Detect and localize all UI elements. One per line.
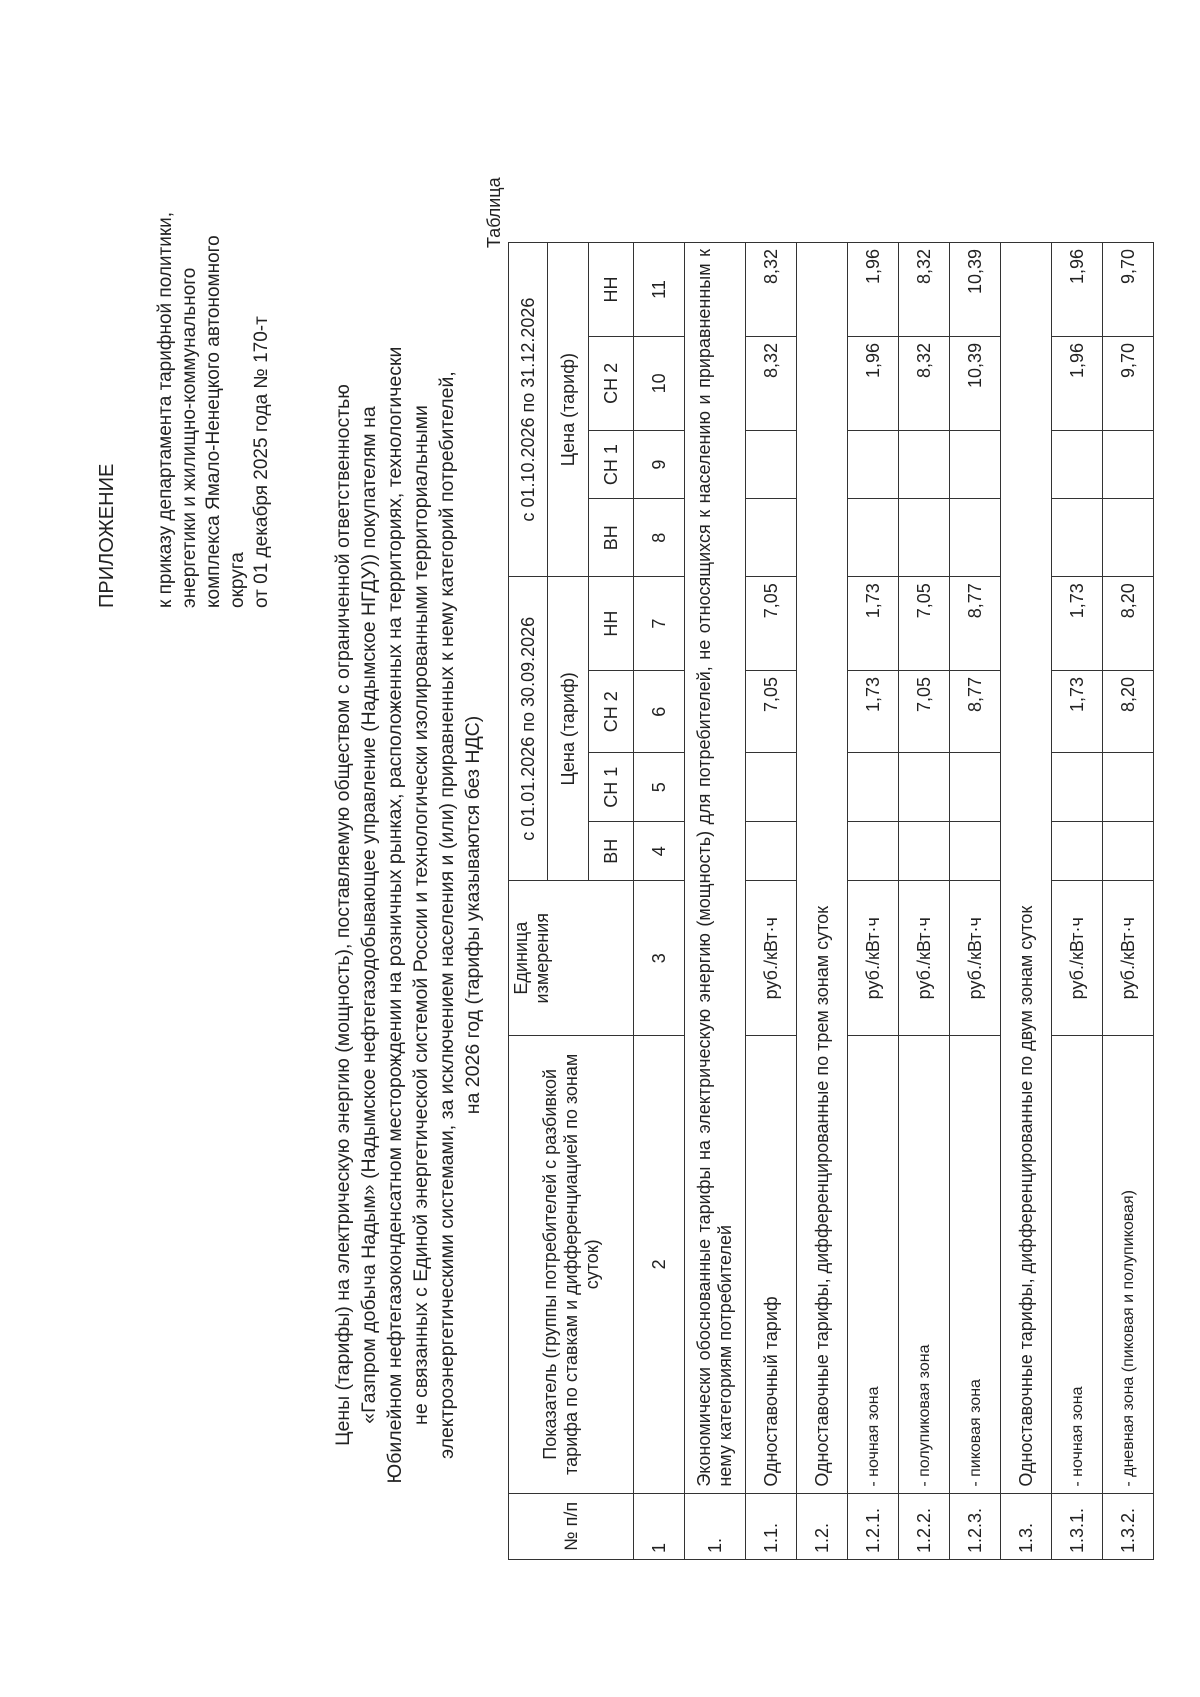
header-level: НН (589, 243, 634, 337)
table-row (848, 243, 899, 1560)
row-value (899, 430, 950, 499)
row-value (848, 753, 899, 822)
row-value: 1,73 (1052, 577, 1103, 671)
row-value: 8,77 (950, 670, 1001, 752)
appendix-line: комплекса Ямало-Ненецкого автономного (203, 235, 224, 608)
row-value (1052, 753, 1103, 822)
row-name: - ночная зона (1052, 1035, 1103, 1493)
header-level: СН 2 (589, 670, 634, 752)
column-number: 8 (634, 499, 685, 577)
header-level: НН (589, 577, 634, 671)
document-page (40, 28, 1160, 1668)
table-row (950, 243, 1001, 1560)
row-value: 1,96 (1052, 336, 1103, 430)
row-num: 1.3.1. (1052, 1493, 1103, 1559)
row-value: 10,39 (950, 243, 1001, 337)
row-num: 1.2.1. (848, 1493, 899, 1559)
header-level: СН 1 (589, 753, 634, 822)
row-value (899, 753, 950, 822)
title-line: на 2026 год (тарифы указываются без НДС) (462, 715, 484, 1115)
row-num: 1.2.2. (899, 1493, 950, 1559)
header-price-1: Цена (тариф) (548, 577, 589, 881)
row-value: 8,20 (1103, 670, 1154, 752)
row-value: 7,05 (899, 577, 950, 671)
row-value (950, 822, 1001, 881)
row-value (1052, 430, 1103, 499)
section-text: Экономически обоснованные тарифы на электрическую энергию (мощность) для потребителей, не относящихся к населению и приравненным к нему категориям потребителей (685, 243, 746, 1494)
row-unit: руб./кВт·ч (746, 881, 797, 1035)
row-num: 1.2.3. (950, 1493, 1001, 1559)
column-number: 4 (634, 822, 685, 881)
tariff-table (508, 242, 1154, 1560)
row-value: 8,32 (746, 243, 797, 337)
row-unit: руб./кВт·ч (950, 881, 1001, 1035)
row-value: 1,96 (1052, 243, 1103, 337)
row-value: 9,70 (1103, 243, 1154, 337)
section-row (797, 243, 848, 1560)
row-value: 9,70 (1103, 336, 1154, 430)
column-number: 1 (634, 1493, 685, 1559)
header-level: ВН (589, 499, 634, 577)
row-value: 7,05 (746, 670, 797, 752)
row-value (1103, 822, 1154, 881)
column-number: 3 (634, 881, 685, 1035)
row-value (1052, 499, 1103, 577)
row-unit: руб./кВт·ч (848, 881, 899, 1035)
header-num: № п/п (509, 1493, 634, 1559)
title-line: Цены (тарифы) на электрическую энергию (мощность), поставляемую обществом с ограниченной ответственностью (332, 384, 354, 1446)
column-number: 10 (634, 336, 685, 430)
title-line: не связанных с Единой энергетической системой России и технологически изолированными территориальными (410, 405, 432, 1425)
row-value: 1,96 (848, 336, 899, 430)
document-title (330, 270, 486, 1560)
row-value: 1,73 (1052, 670, 1103, 752)
row-value (950, 430, 1001, 499)
appendix-title: ПРИЛОЖЕНИЕ (96, 463, 118, 608)
table-label: Таблица (484, 177, 504, 248)
row-name: - дневная зона (пиковая и полупиковая) (1103, 1035, 1154, 1493)
title-line: «Газпром добыча Надым» (Надымское нефтегазодобывающее управление (Надымское НГДУ)) покупателям на (358, 406, 380, 1424)
row-num: 1.1. (746, 1493, 797, 1559)
row-value (848, 822, 899, 881)
row-name: - полупиковая зона (899, 1035, 950, 1493)
header-period-2: с 01.10.2026 по 31.12.2026 (509, 243, 548, 577)
table-row (1103, 243, 1154, 1560)
column-number: 5 (634, 753, 685, 822)
row-value (1103, 499, 1154, 577)
header-period-1: с 01.01.2026 по 30.09.2026 (509, 577, 548, 881)
column-numbers-row (634, 243, 685, 1560)
appendix-line: к приказу департамента тарифной политики, (155, 211, 176, 608)
row-num: 1.3.2. (1103, 1493, 1154, 1559)
appendix-line: энергетики и жилищно-коммунального (179, 267, 200, 608)
row-name: Одноставочный тариф (746, 1035, 797, 1493)
appendix-line: округа (227, 552, 248, 608)
row-value (746, 753, 797, 822)
row-value: 8,77 (950, 577, 1001, 671)
row-value (1103, 430, 1154, 499)
row-value: 8,20 (1103, 577, 1154, 671)
table-row (1052, 243, 1103, 1560)
section-text: Одноставочные тарифы, дифференцированные по трем зонам суток (797, 243, 848, 1494)
row-value (848, 499, 899, 577)
table-row (899, 243, 950, 1560)
column-number: 9 (634, 430, 685, 499)
appendix-block (95, 148, 274, 608)
header-level: СН 2 (589, 336, 634, 430)
row-value (899, 499, 950, 577)
row-num: 1.2. (797, 1493, 848, 1559)
row-name: - ночная зона (848, 1035, 899, 1493)
title-line: электроэнергетическими системами, за исключением населения и (или) приравненных к нему категорий потребителей, (436, 371, 458, 1459)
row-value (1052, 822, 1103, 881)
row-value (950, 499, 1001, 577)
section-row (1001, 243, 1052, 1560)
header-level: ВН (589, 822, 634, 881)
header-unit: Единица измерения (509, 881, 634, 1035)
column-number: 11 (634, 243, 685, 337)
section-text: Одноставочные тарифы, дифференцированные по двум зонам суток (1001, 243, 1052, 1494)
row-unit: руб./кВт·ч (1052, 881, 1103, 1035)
header-level: СН 1 (589, 430, 634, 499)
row-value: 8,32 (899, 336, 950, 430)
row-value (1103, 753, 1154, 822)
row-value (899, 822, 950, 881)
row-num: 1. (685, 1493, 746, 1559)
column-number: 7 (634, 577, 685, 671)
title-line: Юбилейном нефтегазоконденсатном месторождении на розничных рынках, расположенных на территориях, технологически (384, 346, 406, 1484)
row-unit: руб./кВт·ч (899, 881, 950, 1035)
row-value: 1,96 (848, 243, 899, 337)
row-value: 8,32 (746, 336, 797, 430)
header-indicator: Показатель (группы потребителей с разбивкой тарифа по ставкам и дифференциацией по зонам суток) (509, 1035, 634, 1493)
row-value (848, 430, 899, 499)
header-row (509, 243, 548, 1560)
row-value (746, 430, 797, 499)
row-value: 1,73 (848, 670, 899, 752)
row-num: 1.3. (1001, 1493, 1052, 1559)
header-price-2: Цена (тариф) (548, 243, 589, 577)
row-unit: руб./кВт·ч (1103, 881, 1154, 1035)
table-row (746, 243, 797, 1560)
row-name: - пиковая зона (950, 1035, 1001, 1493)
row-value: 8,32 (899, 243, 950, 337)
row-value: 7,05 (899, 670, 950, 752)
row-value: 7,05 (746, 577, 797, 671)
row-value (746, 822, 797, 881)
row-value (950, 753, 1001, 822)
row-value: 1,73 (848, 577, 899, 671)
section-row (685, 243, 746, 1560)
appendix-line: от 01 декабря 2025 года № 170-т (251, 316, 272, 608)
row-value: 10,39 (950, 336, 1001, 430)
column-number: 2 (634, 1035, 685, 1493)
row-value (746, 499, 797, 577)
column-number: 6 (634, 670, 685, 752)
